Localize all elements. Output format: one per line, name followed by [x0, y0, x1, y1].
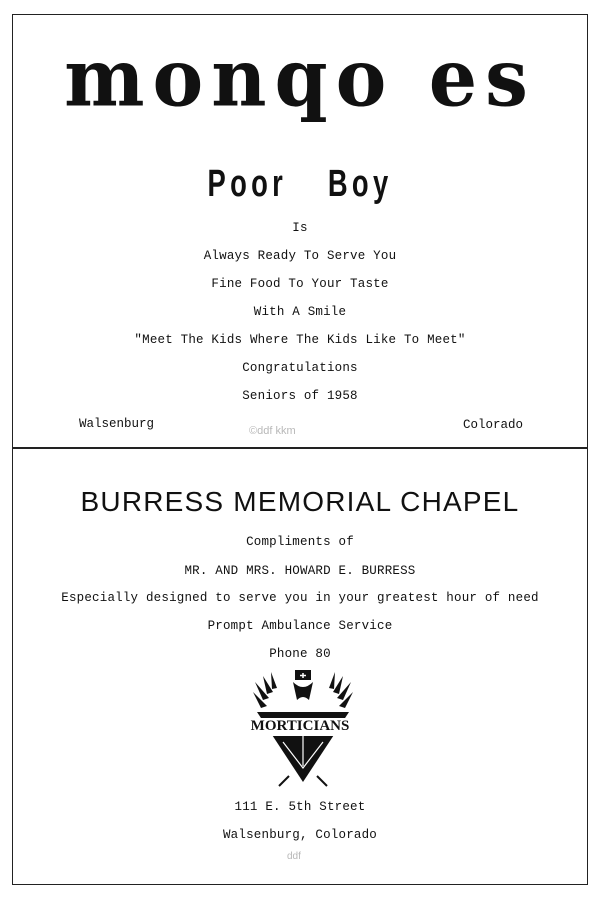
mongos-poor-boy-ad: [12, 14, 588, 449]
ad-line-phone: Phone 80: [269, 647, 331, 661]
ad-city: Walsenburg: [79, 417, 155, 431]
ad-line-seniors: Seniors of 1958: [242, 389, 358, 403]
watermark-bottom: ddf: [287, 851, 301, 862]
ad-title: BURRESS MEMORIAL CHAPEL: [80, 486, 520, 517]
ad-title-blackletter: monqo es: [64, 30, 536, 125]
ad-address-city: Walsenburg, Colorado: [222, 828, 378, 842]
ad-line-ambulance: Prompt Ambulance Service: [207, 619, 393, 633]
ad-line-food: Fine Food To Your Taste: [211, 277, 389, 291]
emblem-label: MORTICIANS: [250, 718, 350, 734]
ad-address-street: 111 E. 5th Street: [234, 800, 366, 814]
ad-subtitle: Poor Boy: [207, 163, 393, 205]
ad-line-slogan: "Meet The Kids Where The Kids Like To Meet": [134, 333, 466, 347]
ad-line-compliments: Compliments of: [246, 535, 354, 549]
ad-line-designed: Especially designed to serve you in your greatest hour of need: [61, 591, 539, 605]
burress-chapel-ad: [12, 447, 588, 885]
ad-state: Colorado: [462, 418, 523, 432]
ad-line-serve: Always Ready To Serve You: [203, 249, 397, 263]
ad-line-owners: MR. AND MRS. HOWARD E. BURRESS: [184, 564, 416, 578]
ad-line-congrats: Congratulations: [242, 361, 358, 375]
watermark-top: ©ddf kkm: [249, 425, 296, 437]
ad-line-is: Is: [292, 221, 308, 235]
ad-line-smile: With A Smile: [253, 305, 347, 319]
